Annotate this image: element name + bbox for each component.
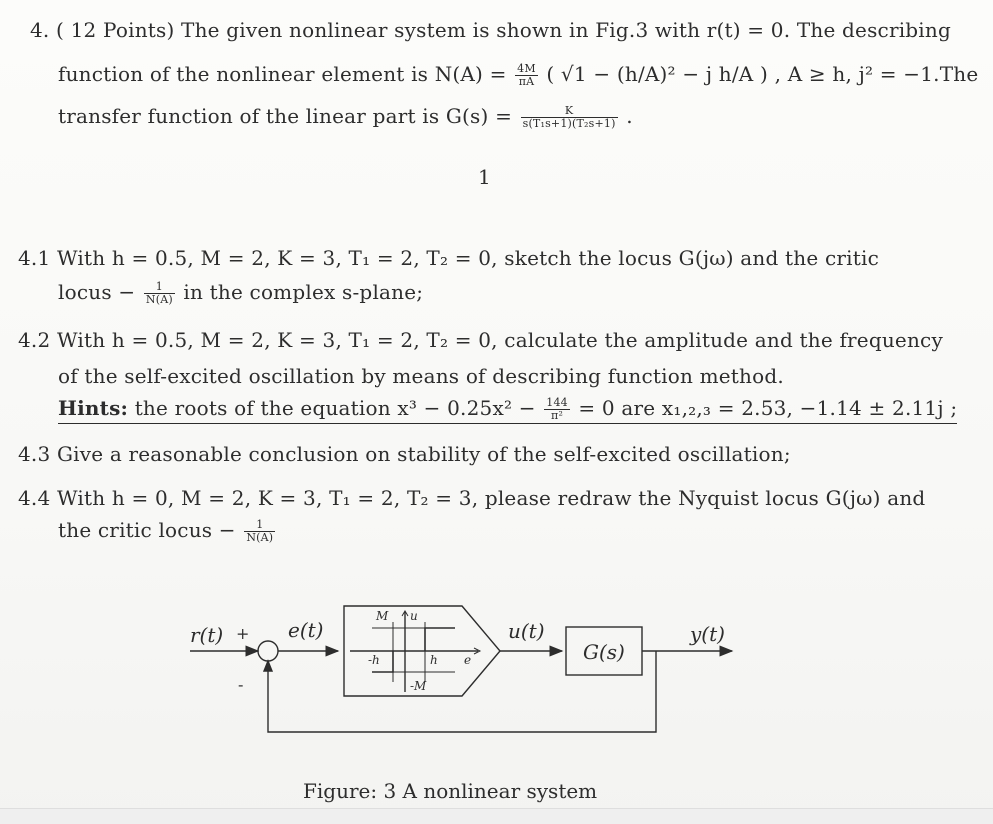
g-block-label: G(s)	[583, 640, 625, 664]
hints-label: Hints:	[58, 396, 129, 420]
frac-denominator: πA	[518, 75, 535, 88]
frac-denominator: N(A)	[246, 531, 274, 544]
frac-denominator: π²	[551, 409, 564, 422]
critic-locus-label: locus −	[58, 280, 136, 304]
frac-numerator: 1	[144, 281, 175, 294]
frac-denominator: N(A)	[145, 293, 173, 306]
problem-number: 4.	[30, 18, 50, 42]
page-number: 1	[478, 165, 491, 189]
describing-function-intro: function of the nonlinear element is N(A) =	[58, 62, 507, 86]
feedback-arrow-icon	[264, 661, 272, 671]
transfer-function-intro: transfer function of the linear part is G(s) =	[58, 104, 513, 128]
relay-positive-branch	[425, 628, 455, 651]
frac-numerator: K	[521, 105, 618, 118]
hints-equation: the roots of the equation x³ − 0.25x² −	[134, 396, 536, 420]
h-label: h	[430, 653, 438, 667]
period: .	[626, 104, 633, 128]
e-label: e(t)	[288, 618, 324, 642]
hints-roots: = 0 are x₁,₂,₃ = 2.53, −1.14 ± 2.11j ;	[578, 396, 958, 420]
minus-sign: -	[238, 675, 244, 694]
question-4-1-end: in the complex s-plane;	[183, 280, 424, 304]
u-axis-label: u	[410, 609, 418, 623]
frac-numerator: 1	[244, 519, 275, 532]
frac-numerator: 144	[546, 396, 568, 409]
question-4-1-line-1: 4.1 With h = 0.5, M = 2, K = 3, T₁ = 2, T₂ = 0, sketch the locus G(jω) and the critic	[18, 246, 879, 270]
question-4-2-line-1: 4.2 With h = 0.5, M = 2, K = 3, T₁ = 2, T₂ = 0, calculate the amplitude and the frequency	[18, 328, 943, 352]
frac-denominator: s(T₁s+1)(T₂s+1)	[522, 117, 616, 130]
neg-h-label: -h	[368, 653, 380, 667]
problem-line-1-text: The given nonlinear system is shown in Fig.3 with r(t) = 0. The describing	[181, 18, 951, 42]
neg-M-label: -M	[410, 679, 427, 693]
question-4-2-line-2: of the self-excited oscillation by means of describing function method.	[58, 364, 784, 388]
e-axis-label: e	[464, 653, 472, 667]
summing-junction	[258, 641, 278, 661]
bottom-scroll-bar	[0, 808, 993, 824]
u-label: u(t)	[508, 619, 545, 643]
r-label: r(t)	[190, 623, 224, 647]
frac-numerator: 4M	[517, 62, 536, 75]
question-4-3: 4.3 Give a reasonable conclusion on stability of the self-excited oscillation;	[18, 442, 791, 466]
y-label: y(t)	[690, 622, 725, 646]
question-4-4-line-1: 4.4 With h = 0, M = 2, K = 3, T₁ = 2, T₂ = 3, please redraw the Nyquist locus G(jω) and	[18, 486, 926, 510]
M-label: M	[376, 609, 389, 623]
plus-sign: +	[236, 624, 250, 643]
describing-function-expression: ( √1 − (h/A)² − j h/A ) , A ≥ h, j² = −1.The	[546, 62, 979, 86]
problem-points: ( 12 Points)	[56, 18, 175, 42]
critic-locus-label: the critic locus −	[58, 518, 236, 542]
figure-caption: Figure: 3 A nonlinear system	[303, 779, 598, 803]
